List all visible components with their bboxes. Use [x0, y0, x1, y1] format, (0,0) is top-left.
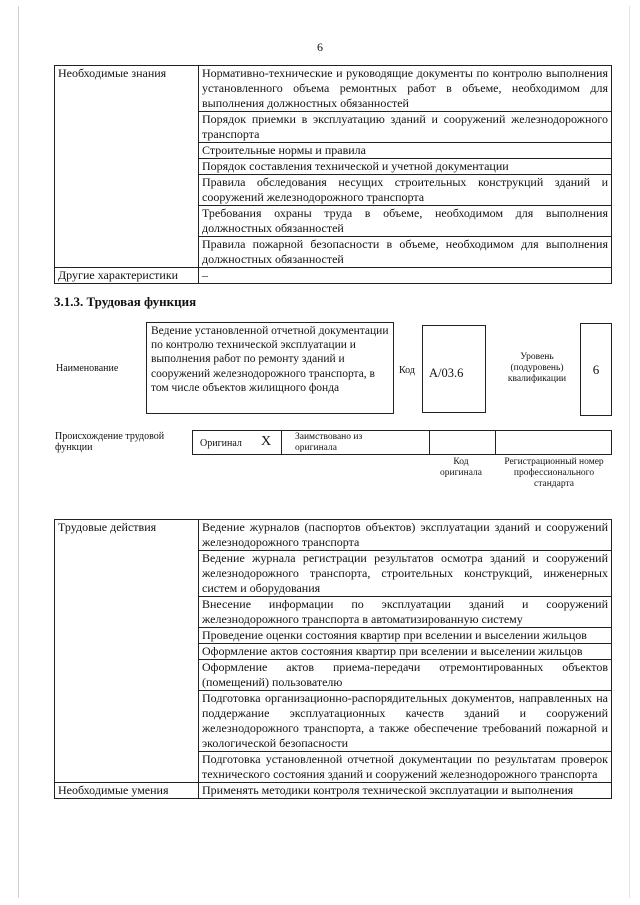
- original-mark: X: [261, 434, 272, 449]
- name-label: Наименование: [56, 363, 119, 374]
- knowledge-item: Порядок приемки в эксплуатацию зданий и сооружений железнодорожного транспорта: [199, 112, 612, 143]
- action-item: Подготовка организационно-распорядительных документов, направленных на поддержание эксплуатационных качеств зданий и сооружений железнодорожного транспорта, а также обеспечение требований пожарной и экологической безопасности: [199, 691, 612, 752]
- divider: [281, 431, 282, 454]
- divider: [429, 431, 430, 454]
- origin-row: [192, 430, 612, 455]
- action-item: Внесение информации по эксплуатации зданий и сооружений железнодорожного транспорта в автоматизированную систему: [199, 597, 612, 628]
- level-box: [580, 323, 612, 416]
- section-heading: 3.1.3. Трудовая функция: [54, 294, 197, 309]
- knowledge-item: Правила обследования несущих строительных конструкций зданий и сооружений железнодорожного транспорта: [199, 175, 612, 206]
- action-item: Подготовка установленной отчетной документации по результатам проверок технического состояния зданий и сооружений железнодорожного транспорта: [199, 752, 612, 783]
- registration-number-caption: Регистрационный номер профессионального стандарта: [504, 457, 604, 489]
- action-item: Оформление актов состояния квартир при вселении и выселении жильцов: [199, 644, 612, 660]
- divider: [495, 431, 496, 454]
- code-origin-caption: Код оригинала: [440, 457, 482, 478]
- action-item: Проведение оценки состояния квартир при вселении и выселении жильцов: [199, 628, 612, 644]
- origin-label: Происхождение трудовой функции: [55, 431, 165, 453]
- level-label: Уровень (подуровень) квалификации: [507, 352, 567, 384]
- code-label: Код: [399, 365, 415, 376]
- knowledge-table: [54, 65, 612, 284]
- original-label: Оригинал: [200, 438, 242, 449]
- action-item: Оформление актов приема-передачи отремонтированных объектов (помещений) пользователю: [199, 660, 612, 691]
- page-number: 6: [317, 40, 323, 54]
- action-item: Ведение журналов (паспортов объектов) эксплуатации зданий и сооружений железнодорожного транспорта: [199, 520, 612, 551]
- table-row: [55, 520, 612, 551]
- function-name-box: Ведение установленной отчетной документации по контролю технической эксплуатации и выполнения работ по ремонту зданий и сооружений железнодорожного транспорта, в том числе объектов жилищного фонда: [146, 322, 394, 414]
- other-characteristics-value: –: [199, 268, 612, 284]
- table-row: [55, 66, 612, 112]
- knowledge-label: Необходимые знания: [55, 66, 199, 268]
- code-value: А/03.6: [429, 366, 464, 380]
- borrowed-label: Заимствовано из оригинала: [295, 432, 363, 453]
- knowledge-item: Требования охраны труда в объеме, необходимом для выполнения должностных обязанностей: [199, 206, 612, 237]
- skills-label: Необходимые умения: [55, 783, 199, 799]
- knowledge-item: Правила пожарной безопасности в объеме, необходимом для выполнения должностных обязанностей: [199, 237, 612, 268]
- actions-table: [54, 519, 612, 799]
- knowledge-item: Порядок составления технической и учетной документации: [199, 159, 612, 175]
- table-row: [55, 783, 612, 799]
- other-characteristics-label: Другие характеристики: [55, 268, 199, 284]
- action-item: Ведение журнала регистрации результатов осмотра зданий и сооружений железнодорожного транспорта, строительных конструкций, инженерных систем и оборудования: [199, 551, 612, 597]
- code-box: [422, 325, 486, 413]
- actions-label: Трудовые действия: [55, 520, 199, 783]
- skills-item: Применять методики контроля технической эксплуатации и выполнения: [199, 783, 612, 799]
- knowledge-item: Нормативно-технические и руководящие документы по контролю выполнения установленного объема ремонтных работ в объеме, необходимом для выполнения должностных обязанностей: [199, 66, 612, 112]
- table-row: [55, 268, 612, 284]
- knowledge-item: Строительные нормы и правила: [199, 143, 612, 159]
- level-value: 6: [592, 361, 600, 377]
